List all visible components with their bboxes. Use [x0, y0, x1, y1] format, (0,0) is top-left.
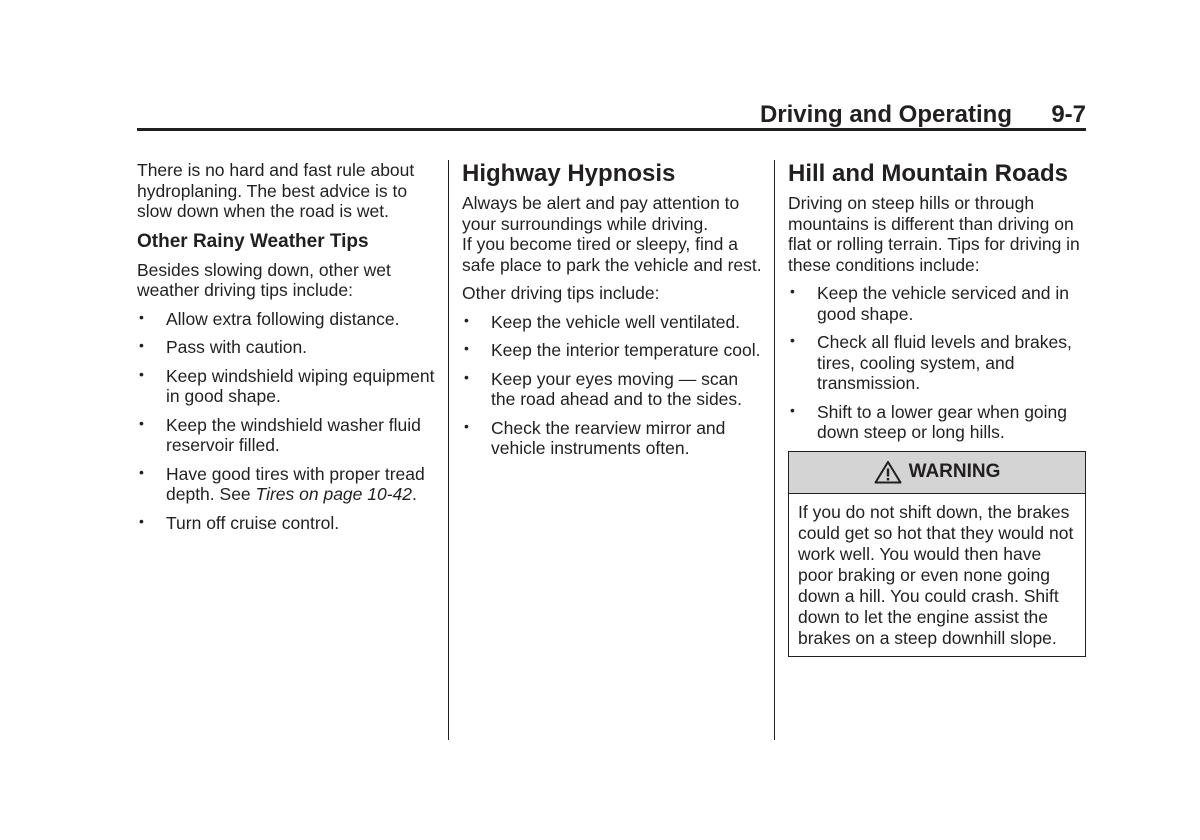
list-item: • Pass with caution. [139, 337, 308, 357]
bullet-icon: • [790, 332, 795, 348]
bullet-icon: • [464, 368, 469, 385]
hill-roads-heading: Hill and Mountain Roads [788, 160, 1068, 187]
warning-triangle-icon [874, 460, 902, 484]
warning-header [789, 452, 1085, 494]
bullet-icon: • [464, 340, 469, 356]
bullet-icon: • [790, 283, 795, 299]
list-item: • Turn off cruise control. [139, 512, 340, 533]
hill-roads-intro: Driving on steep hills or through mountains is different than driving on flat or rolling terrain. Tips for driving in these conditions include: [788, 193, 1080, 275]
column-1 [137, 160, 437, 541]
hydroplaning-paragraph: There is no hard and fast rule about hydroplaning. The best advice is to slow down when the road is wet. [137, 160, 415, 221]
warning-box [788, 451, 1086, 657]
list-item: • Shift to a lower gear when going down steep or long hills. [790, 401, 1068, 442]
hill-tips-list [788, 283, 1088, 443]
rainy-tips-list [137, 309, 437, 534]
tiredness-paragraph: If you become tired or sleepy, find a safe place to park the vehicle and rest. [462, 234, 762, 275]
list-item: • Keep your eyes moving — scan the road ahead and to the sides. [464, 368, 743, 409]
list-item: • Check all fluid levels and brakes, tires, cooling system, and transmission. [790, 332, 1072, 393]
list-item: • Keep the windshield washer fluid reservoir filled. [139, 414, 421, 455]
list-item: • Have good tires with proper tread depth. See Tires on page 10-42. [139, 463, 425, 504]
header-rule [137, 128, 1086, 131]
section-title: Driving and Operating [759, 101, 1012, 128]
bullet-icon: • [464, 311, 469, 328]
page-number: 9-7 [1051, 101, 1086, 128]
column-2 [462, 160, 762, 467]
page-header [137, 100, 1086, 130]
bullet-icon: • [139, 512, 144, 529]
warning-text: If you do not shift down, the brakes could get so hot that they would not work well. You would then have poor braking or even none going down a hill. You could crash. Shift down to let the engine assist the brakes on a steep downhill slope. [798, 501, 1074, 648]
list-item: • Keep the vehicle well ventilated. [464, 311, 741, 332]
list-item: • Check the rearview mirror and vehicle instruments often. [464, 417, 726, 458]
rainy-tips-heading: Other Rainy Weather Tips [137, 230, 369, 252]
bullet-icon: • [139, 308, 144, 325]
tires-cross-reference[interactable]: Tires on page 10-42 [255, 484, 413, 504]
alertness-paragraph: Always be alert and pay attention to your surroundings while driving. [462, 193, 740, 234]
rainy-tips-lead: Besides slowing down, other wet weather driving tips include: [137, 259, 391, 300]
driving-tips-list [462, 312, 762, 459]
driving-tips-lead: Other driving tips include: [462, 283, 660, 303]
list-item: • Keep the vehicle serviced and in good shape. [790, 283, 1069, 324]
bullet-icon: • [464, 417, 469, 434]
column-3 [788, 160, 1088, 657]
highway-hypnosis-heading: Highway Hypnosis [462, 160, 676, 187]
warning-label: WARNING [908, 460, 1001, 482]
column-divider [448, 160, 449, 740]
list-item: • Keep the interior temperature cool. [464, 340, 761, 360]
column-divider [774, 160, 775, 740]
bullet-icon: • [139, 463, 144, 480]
bullet-icon: • [139, 337, 144, 353]
bullet-icon: • [139, 365, 144, 382]
list-item: • Allow extra following distance. [139, 308, 400, 329]
bullet-icon: • [139, 414, 144, 431]
bullet-icon: • [790, 401, 795, 418]
list-item: • Keep windshield wiping equipment in good shape. [139, 365, 435, 406]
